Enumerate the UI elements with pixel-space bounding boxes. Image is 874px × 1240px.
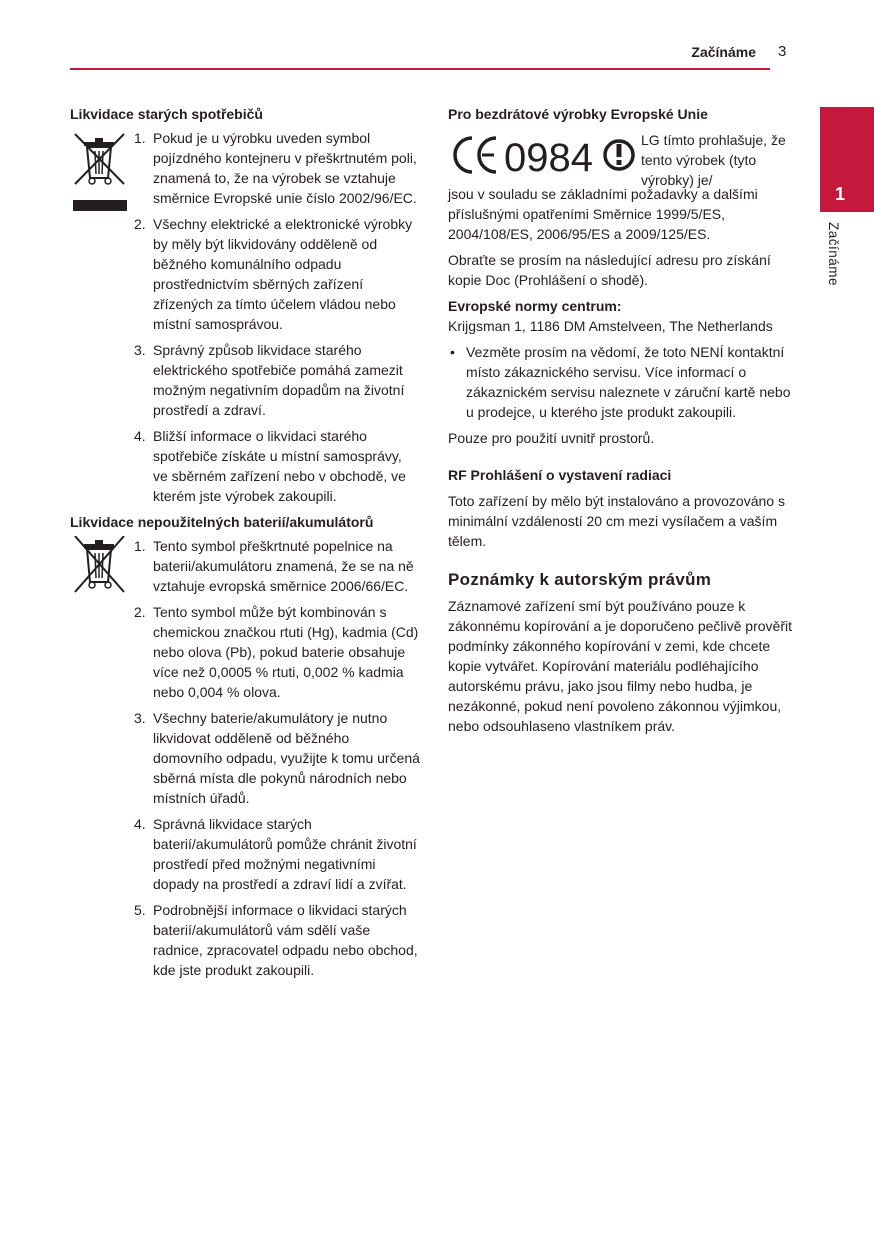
page-number: 3 (778, 43, 787, 60)
list-text: Všechny baterie/akumulátory je nutno likvidovat odděleně od běžného domovního odpadu, využijte k tomu určená sběrná místa dle pokynů národních nebo místních úřadů. (153, 710, 420, 806)
rf-text: Toto zařízení by mělo být instalováno a provozováno s minimální vzdáleností 20 cm mezi vysílačem a vaším tělem. (448, 493, 785, 549)
list-item (134, 340, 420, 420)
section-heading-old-appliances: Likvidace starých spotřebičů (70, 106, 263, 122)
list-text: Bližší informace o likvidaci starého spotřebiče získáte u místní samosprávy, ve sběrném zařízení nebo v obchodě, ve kterém jste výrobek zakoupili. (153, 428, 406, 504)
right-column (448, 104, 798, 736)
list-number: 4. (134, 816, 146, 832)
list-number: 2. (134, 604, 146, 620)
list-text: Tento symbol přeškrtnuté popelnice na baterii/akumulátoru znamená, že se na ně vztahuje evropská směrnice 2006/66/EC. (153, 538, 414, 594)
section-heading-batteries: Likvidace nepoužitelných baterií/akumulátorů (70, 514, 374, 530)
list-text: Pokud je u výrobku uveden symbol pojízdného kontejneru v přeškrtnutém poli, znamená to, že na výrobek se vztahuje směrnice Evropské unie číslo 2002/96/EC. (153, 130, 417, 206)
list-item (134, 900, 420, 980)
ce-mark-icon (448, 130, 638, 185)
list-item (134, 814, 420, 894)
list-text: Vezměte prosím na vědomí, že toto NENÍ kontaktní místo zákaznického servisu. Více informací o zákaznickém servisu naleznete v záruční kartě nebo u prodejce, u kterého jste produkt zakoupili. (466, 344, 791, 420)
list-item (134, 128, 420, 208)
battery-bin-crossed-icon (70, 536, 134, 986)
old-appliances-block (70, 128, 420, 512)
list-number: 5. (134, 902, 146, 918)
list-text: Tento symbol může být kombinován s chemickou značkou rtuti (Hg), kadmia (Cd) nebo olova (Pb), pokud baterie obsahuje více než 0,0005 % rtuti, 0,002 % kadmia nebo 0,004 % olova. (153, 604, 419, 700)
indoor-use-text: Pouze pro použití uvnitř prostorů. (448, 430, 655, 446)
list-number: 2. (134, 216, 146, 232)
batteries-list (134, 536, 420, 986)
list-text: Správný způsob likvidace starého elektrického spotřebiče pomáhá zamezit možným negativním dopadům na životní prostředí a zdraví. (153, 342, 405, 418)
list-number: 4. (134, 428, 146, 444)
ce-side-text: LG tímto prohlašuje, že tento výrobek (tyto výrobky) je/ (641, 132, 786, 188)
section-heading-wireless: Pro bezdrátové výrobky Evropské Unie (448, 106, 708, 122)
list-text: Všechny elektrické a elektronické výrobky by měly být likvidovány odděleně od běžného komunálního odpadu prostřednictvím sběrných zařízení zřízených za tímto účelem vládou nebo místní samosprávou. (153, 216, 413, 332)
old-appliances-list (134, 128, 420, 512)
ce-notified-body-code: 0984 (504, 136, 593, 180)
notice-list (448, 342, 798, 422)
list-item (134, 426, 420, 506)
list-number: 1. (134, 538, 146, 554)
list-number: 3. (134, 342, 146, 358)
chapter-side-label: Začínáme (826, 222, 841, 287)
center-address: Krijgsman 1, 1186 DM Amstelveen, The Netherlands (448, 318, 773, 334)
list-item (134, 536, 420, 596)
ce-body-text: jsou v souladu se základními požadavky a dalšími příslušnými opatřeními Směrnice 1999/5/ES, 2004/108/ES, 2006/95/ES a 2009/125/ES. (448, 186, 758, 242)
bullet-dot: • (450, 344, 455, 360)
list-item (448, 342, 798, 422)
list-item (134, 214, 420, 334)
section-heading-rf: RF Prohlášení o vystavení radiaci (448, 467, 672, 483)
list-text: Správná likvidace starých baterií/akumulátorů pomůže chránit životní prostředí před možnými negativními dopady na prostředí a zdraví lidí a zvířat. (153, 816, 417, 892)
ce-declaration (448, 130, 798, 190)
wheelie-bin-crossed-icon (70, 128, 134, 512)
list-item (134, 602, 420, 702)
header-divider (70, 68, 770, 70)
contact-text: Obraťte se prosím na následující adresu pro získání kopie Doc (Prohlášení o shodě). (448, 252, 771, 288)
copyright-text: Záznamové zařízení smí být používáno pouze k zákonnému kopírování a je doporučeno pečlivě prověřit podmínky zákonného kopírování v zemi, kde chcete kopie vytvářet. Kopírování materiálu podléhajícího autorskému právu, jako jsou filmy nebo hudba, je nezákonné, pokud není povoleno zákonnou výjimkou, nebo odsouhlaseno vlastníkem práv. (448, 598, 792, 734)
page-header-title: Začínáme (691, 44, 756, 60)
chapter-number: 1 (834, 184, 845, 204)
list-number: 1. (134, 130, 146, 146)
left-column (70, 104, 420, 986)
list-number: 3. (134, 710, 146, 726)
section-heading-copyright: Poznámky k autorským právům (448, 570, 712, 589)
list-text: Podrobnější informace o likvidaci starých baterií/akumulátorů vám sdělí vaše radnice, zpracovatel odpadu nebo obchod, kde jste produkt zakoupili. (153, 902, 418, 978)
batteries-block (70, 536, 420, 986)
list-item (134, 708, 420, 808)
center-heading: Evropské normy centrum: (448, 298, 622, 314)
